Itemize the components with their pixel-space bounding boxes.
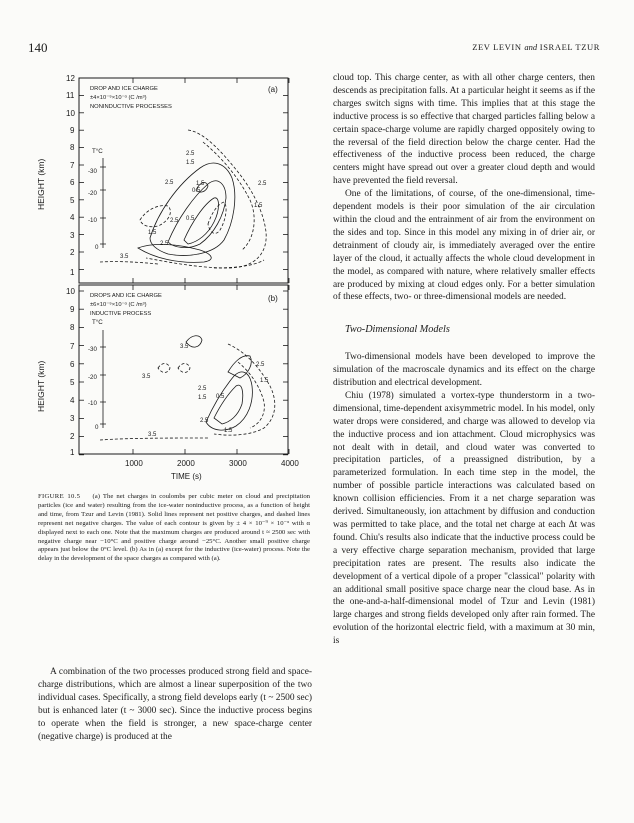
section-heading: Two-Dimensional Models [345,324,450,336]
b-contour-label: 1.5 [198,395,207,401]
a-ytick: 11 [66,91,75,100]
b-ytick: 4 [70,396,75,405]
b-ytick: 10 [66,287,75,296]
a-ytick: 12 [66,74,75,83]
b-ytick: 3 [70,414,75,423]
a-ytick: 9 [70,126,75,135]
a-contour-label: 1.5 [186,160,195,166]
b-contour-label: 3.5 [148,432,157,438]
b-ytick: 9 [70,305,75,314]
a-contour-label: 0.5 [192,188,201,194]
b-contour-label: 0.5 [216,394,225,400]
a-ytick: 5 [70,196,75,205]
xtick: 1000 [125,459,143,468]
a-contour-label: 0.5 [186,216,195,222]
b-contour-label: 3.5 [180,344,189,350]
b-temp: -20 [88,374,97,381]
paragraph: Chiu (1978) simulated a vortex-type thunderstorm in a two-dimensional, time-dependent axisymmetric model. In his model, only water drops were considered, and charge was allowed to develop via the inductive process and ion attachment. Cloud microphysics was not dealt with in detail, and cloud water was converted to precipitation particles, of a preassigned distribution, by a parameterized formulation. In each time step in the model, the number of possible particle interactions was calculated based on known collision efficiencies. From it a net charge separation was derived. Simultaneously, ion attachment by diffusion and conduction was permitted to take place, and the total net charge at each Δt was found. Chiu's results also indicate that the inductive process could be a very effective charge separation mechanism, provided that large precipitation rates are present. The results also indicate the development of a vertical dipole of a proper "classical" polarity with an additional small positive space charge near the cloud base. As in the one-and-a-half-dimensional model of Tzur and Levin (1981) large charges and strong fields developed only after rain formed. The evolution of the horizontal electric field, with a maximum at 30 min, is [333,390,595,647]
a-title-1: DROP AND ICE CHARGE [90,86,158,92]
a-temp: -20 [88,190,97,197]
xtick: 4000 [281,459,299,468]
b-title-2: ±6×10⁻⁹×10⁻ᵅ (C /m³) [90,302,147,308]
a-ytick: 4 [70,213,75,222]
a-contour-label: 1.5 [254,203,263,209]
a-ytick: 6 [70,178,75,187]
a-contour-label: 2.5 [258,181,267,187]
b-contour-label: 1.5 [260,378,269,384]
b-temp: -10 [88,400,97,407]
figure-plot [28,72,318,482]
a-ytick: 1 [70,268,75,277]
a-ytick: 10 [66,109,75,118]
paragraph: A combination of the two processes produced strong field and space-charge distributions, which are almost a linear superposition of the two individual cases. Specifically, a strong field develops early (t ~ 2500 sec) but is enhanced later (t ~ 3000 sec). Since the inductive process begins to operate when the field is stronger, a new space-charge center (negative charge) is produced at the [38,667,312,742]
a-title-2: ±4×10⁻⁹×10⁻ᵅ (C /m³) [90,95,147,101]
figure-10-5 [28,72,318,482]
b-temp: -30 [88,346,97,353]
a-contour-label: 2.5 [170,218,179,224]
b-contours [186,336,252,430]
b-ytick: 6 [70,360,75,369]
a-temp-header: T°C [92,148,103,155]
a-temp: -30 [88,168,97,175]
running-head: ZEV LEVIN and ISRAEL TZUR [472,42,600,52]
figure-caption: FIGURE 10.5 (a) The net charges in coulombs per cubic meter on cloud and precipitation particles (ice and water) resulting from the ice-water noninductive process, as a function of height and time, from Tzur and Levin (1981). Solid lines represent net positive charges, and dashed lines represent net negative charges. The value of each contour is given by ± 4 × 10⁻⁹ × 10⁻ᵅ with α displayed next to each one. Note that the maximum charges are produced around t ≈ 2500 sec with negative charge near −10°C and positive charge around −25°C. Another small positive charge appears just below the 0°C level. (b) As in (a) except for the inductive (ice-water) process. Note the delay in the development of the space charges as compared with (a). [38,493,311,563]
a-contour-label: 2.5 [186,151,195,157]
a-contours [138,163,235,262]
a-temp: -10 [88,217,97,224]
a-ytick: 7 [70,161,75,170]
b-contour-label: 2.5 [256,362,265,368]
b-panel-label: (b) [268,294,278,303]
xlabel: TIME (s) [171,472,202,481]
right-column-text [333,72,595,648]
xtick: 2000 [177,459,195,468]
paragraph: Two-dimensional models have been developed to improve the simulation of the macroscale dynamics and its effect on the charge distribution and electrical development. [333,352,595,389]
left-column-text [38,666,312,743]
b-title-3: INDUCTIVE PROCESS [90,311,152,317]
xtick: 3000 [229,459,247,468]
a-temp: 0 [95,244,99,251]
a-contour-label: 2.5 [165,180,174,186]
a-ytick: 3 [70,231,75,240]
b-ytick: 7 [70,342,75,351]
b-ytick: 1 [70,448,75,457]
b-contour-label: 1.5 [224,428,233,434]
a-ytick: 2 [70,248,75,257]
a-contour-label: 1.5 [148,230,157,236]
a-contour-label: 2.5 [160,241,169,247]
a-contour-label: 3.5 [120,254,129,260]
a-panel-label: (a) [268,85,278,94]
b-contour-label: 3.5 [142,374,151,380]
a-title-3: NONINDUCTIVE PROCESSES [90,104,172,110]
a-ylabel: HEIGHT (km) [36,158,46,210]
b-ytick: 8 [70,323,75,332]
a-ytick: 8 [70,143,75,152]
paragraph: One of the limitations, of course, of the one-dimensional, time-dependent models is their poor simulation of the air circulation within the cloud and the entrainment of air from the environment on the sides and top. Since in this model any mixing in of drier air, or detrainment of cloudy air, is immediately averaged over the entire layer of the cloud, it actually affects the whole cloud development in the model, as compared with nature, where relatively smaller effects are produced by mixing at cloud edges only. For a better simulation of these effects, two- or three-dimensional models are needed. [333,189,595,303]
b-ytick: 5 [70,378,75,387]
b-temp-header: T°C [92,319,103,326]
b-ytick: 2 [70,432,75,441]
b-temp: 0 [95,424,99,431]
b-contour-label: 2.5 [198,386,207,392]
b-contour-label: 2.5 [200,418,209,424]
a-contour-label: 1.5 [196,181,205,187]
paragraph: cloud top. This charge center, as with all other charge centers, then descends as precipitation falls. At a particular height it seems as if the charges switch signs with time. This implies that at this stage the inductive process is so effective that charged particles falling below a certain space-charge volume are rapidly charged oppositely owing to the reversal of the field direction below the charge center. Had the effectiveness of the inductive process been reduced, the charge centers might have spread out over a greater cloud depth and would have prevented the field reversal. [333,73,595,187]
b-ylabel: HEIGHT (km) [36,360,46,412]
b-title-1: DROPS AND ICE CHARGE [90,293,162,299]
page-number: 140 [28,40,48,55]
